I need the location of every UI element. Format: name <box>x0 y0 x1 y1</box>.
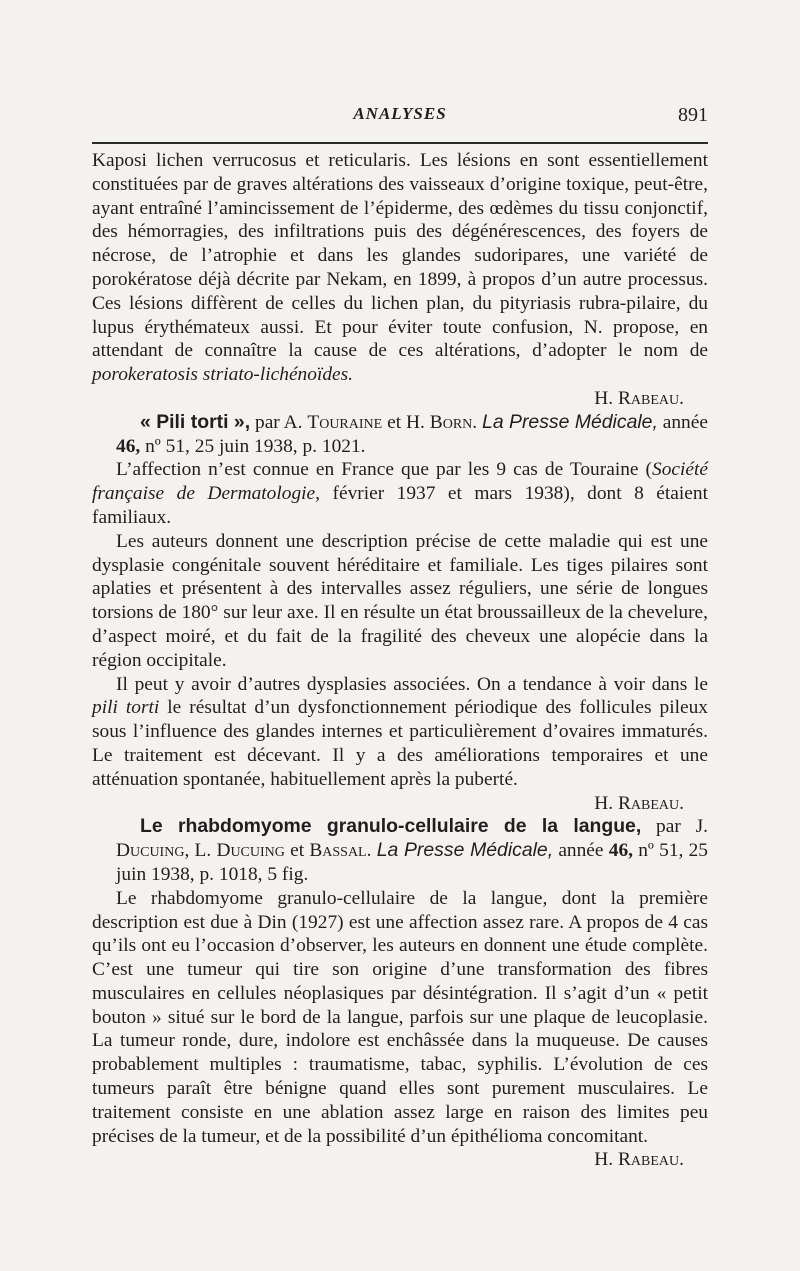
article-title: Le rhabdomyome granulo-cellulaire de la langue, <box>140 815 642 838</box>
signature-name: Rabeau. <box>617 387 684 409</box>
page-number: 891 <box>678 104 708 126</box>
signature-name: Rabeau. <box>617 1149 684 1171</box>
article-paragraph <box>92 458 708 529</box>
article-by: par J. <box>656 816 708 838</box>
page-body <box>92 149 708 1172</box>
paragraph-text: L’affection n’est connue en France que par les 9 cas de Touraine ( <box>116 459 652 481</box>
article-title: « Pili torti », <box>140 410 251 433</box>
article-author: Ducuing, <box>116 840 190 862</box>
article-and: et H. <box>387 411 425 433</box>
page-header <box>92 104 708 130</box>
paragraph-text: Il peut y avoir d’autres dysplasies associées. On a tendance à voir dans le <box>116 673 708 695</box>
signature-initial: H. <box>594 792 614 814</box>
society-name: Société française de Dermatologie, <box>92 459 708 505</box>
signature-initial: H. <box>594 387 614 409</box>
article-by: par A. <box>255 411 303 433</box>
author-initial: L. <box>194 840 212 862</box>
intro-term: porokeratosis striato-lichénoïdes. <box>92 364 354 386</box>
volume-number: 46, <box>116 435 141 457</box>
article-signature <box>570 1148 708 1172</box>
year-label: année <box>662 411 708 433</box>
article-author: Ducuing <box>216 840 285 862</box>
journal-name: La Presse Médicale, <box>376 839 554 862</box>
signature-name: Rabeau. <box>617 792 684 814</box>
paragraph-text: Le rhabdomyome granulo-cellulaire de la langue, dont la première description est due à Din (1927) est une affection assez rare. A propos de 4 cas qu’ils ont eu l’occasion d’observer, les auteurs en donnent une étude complète. C’est une tumeur qui tire son origine d’une transformation des fibres musculaires en cellules néoplasiques par désintégration. Il s’agit d’un « petit bouton » situé sur le bord de la langue, parfois sur une plaque de leucoplasie. La tumeur ronde, dure, indolore est enchâssée dans la muqueuse. De causes probablement multiples : traumatisme, tabac, syphilis. L’évolution de ces tumeurs paraît être bénigne quand elles sont purement musculaires. Le traitement consiste en une ablation assez large en raison des limites peu précises de la tumeur, et de la possibilité d’un épithélioma concomitant. <box>92 887 708 1147</box>
paragraph-text: le résultat d’un dysfonctionnement périodique des follicules pileux sous l’influence des glandes internes et particulièrement d’ovaires immaturés. Le traitement est décevant. Il y a des améliorations temporaires et une atténuation spontanée, habituellement après la puberté. <box>92 697 709 790</box>
article-author: Born. <box>429 411 478 433</box>
article-author: Bassal. <box>309 840 372 862</box>
citation-details: nº 51, 25 juin 1938, p. 1021. <box>145 435 366 457</box>
term-pili-torti: pili torti <box>92 697 160 719</box>
paragraph-text: février 1937 et mars 1938), dont 8 étaient familiaux. <box>92 483 708 528</box>
article-paragraph <box>92 887 708 1171</box>
citation-details: nº 51, 25 juin 1938, p. 1018, 5 fig. <box>116 840 708 885</box>
header-rule <box>92 142 708 144</box>
article-signature <box>92 792 708 816</box>
article-heading-pili-torti <box>92 411 708 459</box>
signature-initial: H. <box>594 1149 614 1171</box>
year-label: année <box>558 840 604 862</box>
running-head: ANALYSES <box>353 104 447 123</box>
article-author: Touraine <box>307 411 383 433</box>
intro-signature <box>92 387 708 411</box>
article-heading-rhabdomyome <box>92 815 708 886</box>
volume-number: 46, <box>608 840 633 862</box>
journal-name: La Presse Médicale, <box>482 410 658 433</box>
article-paragraph: Les auteurs donnent une description précise de cette maladie qui est une dysplasie congénitale souvent héréditaire et familiale. Les tiges pilaires sont aplaties et présentent à des intervalles assez réguliers, une série de longues torsions de 180° sur leur axe. Il en résulte un état broussailleux de la chevelure, d’aspect moiré, et du fait de la fragilité des cheveux une alopécie dans la région occipitale. <box>92 530 708 671</box>
article-paragraph <box>92 673 708 792</box>
article-and: et <box>290 840 305 862</box>
intro-paragraph <box>92 149 708 387</box>
intro-text: Kaposi lichen verrucosus et reticularis. Les lésions en sont essentiellement constituées par de graves altérations des vaisseaux d’origine toxique, peut-être, ayant entraîné l’amincissement de l’épiderme, des œdèmes du tissu conjonctif, des hémorragies, des infiltrations puis des dégénérescences, des foyers de nécrose, de l’atrophie et dans les glandes sudoripares, une variété de porokératose déjà décrite par Nekam, en 1899, à propos d’un autre processus. Ces lésions diffèrent de celles du lichen plan, du pityriasis rubra-pilaire, du lupus érythémateux aussi. Et pour éviter toute confusion, N. propose, en attendant de connaître la cause de ces altérations, d’adopter le nom de <box>92 150 708 362</box>
